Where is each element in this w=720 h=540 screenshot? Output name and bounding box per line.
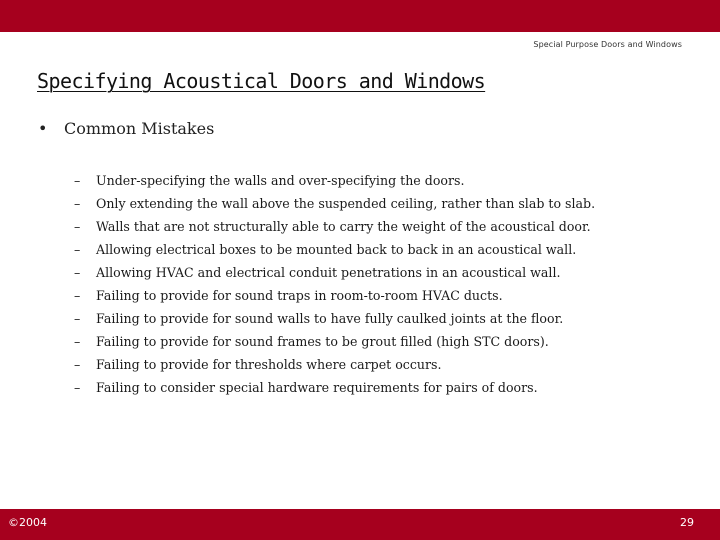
list-item-text: Failing to consider special hardware requirements for pairs of doors. bbox=[96, 380, 538, 395]
dash-marker: – bbox=[74, 380, 81, 395]
bullet-label: Common Mistakes bbox=[64, 119, 215, 138]
dash-marker: – bbox=[74, 357, 81, 372]
list-item bbox=[74, 284, 595, 307]
list-item-text: Failing to provide for sound frames to be grout filled (high STC doors). bbox=[96, 334, 549, 349]
list-item bbox=[74, 330, 595, 353]
header-bar bbox=[0, 0, 720, 32]
list-item bbox=[74, 169, 595, 192]
dash-marker: – bbox=[74, 219, 81, 234]
list-item bbox=[74, 238, 595, 261]
list-item-text: Walls that are not structurally able to carry the weight of the acoustical door. bbox=[96, 219, 591, 234]
list-item bbox=[74, 192, 595, 215]
slide-title: Specifying Acoustical Doors and Windows bbox=[37, 69, 486, 93]
dash-marker: – bbox=[74, 288, 81, 303]
list-item-text: Failing to provide for sound walls to have fully caulked joints at the floor. bbox=[96, 311, 564, 326]
dash-marker: – bbox=[74, 334, 81, 349]
main-bullet bbox=[38, 119, 214, 138]
copyright: ©2004 bbox=[8, 516, 47, 529]
footer-bar bbox=[0, 509, 720, 540]
list-item bbox=[74, 353, 595, 376]
list-item-text: Failing to provide for thresholds where carpet occurs. bbox=[96, 357, 442, 372]
list-item-text: Only extending the wall above the suspended ceiling, rather than slab to slab. bbox=[96, 196, 596, 211]
list-item-text: Allowing HVAC and electrical conduit penetrations in an acoustical wall. bbox=[96, 265, 561, 280]
list-item bbox=[74, 261, 595, 284]
list-item-text: Under-specifying the walls and over-specifying the doors. bbox=[96, 173, 465, 188]
dash-marker: – bbox=[74, 242, 81, 257]
dash-marker: – bbox=[74, 196, 81, 211]
page-number: 29 bbox=[680, 516, 694, 529]
list-item-text: Allowing electrical boxes to be mounted back to back in an acoustical wall. bbox=[96, 242, 577, 257]
running-head: Special Purpose Doors and Windows bbox=[533, 40, 682, 49]
mistakes-list bbox=[74, 169, 595, 399]
list-item bbox=[74, 215, 595, 238]
dash-marker: – bbox=[74, 265, 81, 280]
bullet-marker: • bbox=[38, 119, 48, 138]
dash-marker: – bbox=[74, 173, 81, 188]
list-item-text: Failing to provide for sound traps in room-to-room HVAC ducts. bbox=[96, 288, 503, 303]
list-item bbox=[74, 307, 595, 330]
list-item bbox=[74, 376, 595, 399]
dash-marker: – bbox=[74, 311, 81, 326]
